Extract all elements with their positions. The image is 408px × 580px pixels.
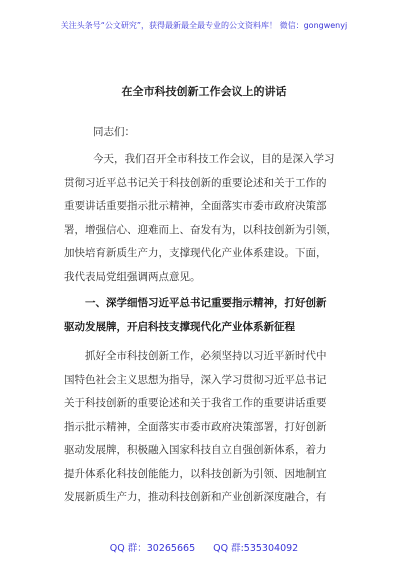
heading-line: 一、深学细悟习近平总书记重要指示精神，打好创新	[85, 297, 327, 309]
header-promo-banner: 关注头条号“公文研究”，获得最新最全最专业的公文资料库！ 微信：gongwenyj	[60, 21, 348, 30]
paragraph-line: 加快培育新质生产力，支撑现代化产业体系建设。下面，	[64, 247, 327, 259]
document-title: 在全市科技创新工作会议上的讲话	[121, 85, 287, 98]
paragraph-line: 指示批示精神，全面落实市委市政府决策部署，打好创新	[64, 420, 327, 433]
paragraph-line: 发展新质生产力，推动科技创新和产业创新深度融合，有	[64, 491, 327, 503]
paragraph-line: 署，增强信心、迎难而上、奋发有为，以科技创新为引领，	[64, 223, 337, 236]
paragraph-line: 抓好全市科技创新工作，必须坚持以习近平新时代中	[85, 350, 327, 362]
paragraph-line: 驱动发展牌，积极融入国家科技自立自强创新体系，着力	[64, 444, 327, 456]
section-heading-1	[64, 292, 354, 339]
paragraph-line: 提升体系化科技创能能力，以科技创新为引领、因地制宜	[64, 467, 327, 480]
heading-line: 驱动发展牌，开启科技支撑现代化产业体系新征程	[64, 320, 295, 333]
paragraph-intro	[64, 148, 350, 289]
greeting: 同志们：	[93, 126, 135, 138]
qq-group-2: QQ 群:535304092	[213, 543, 299, 554]
paragraph-section-1	[64, 345, 350, 510]
paragraph-line: 我代表局党组强调两点意见。	[64, 270, 201, 283]
footer-qq-groups	[0, 540, 408, 554]
paragraph-line: 重要讲话重要指示批示精神，全面落实市委市政府决策部	[64, 200, 327, 212]
paragraph-line: 今天，我们召开全市科技工作会议，目的是深入学习	[93, 153, 335, 165]
paragraph-line: 关于科技创新的重要论述和关于我省工作的重要讲话重要	[64, 397, 327, 409]
paragraph-line: 国特色社会主义思想为指导，深入学习贯彻习近平总书记	[64, 373, 327, 386]
qq-group-1: QQ 群：30265665	[109, 543, 196, 554]
paragraph-line: 贯彻习近平总书记关于科技创新的重要论述和关于工作的	[64, 176, 327, 189]
